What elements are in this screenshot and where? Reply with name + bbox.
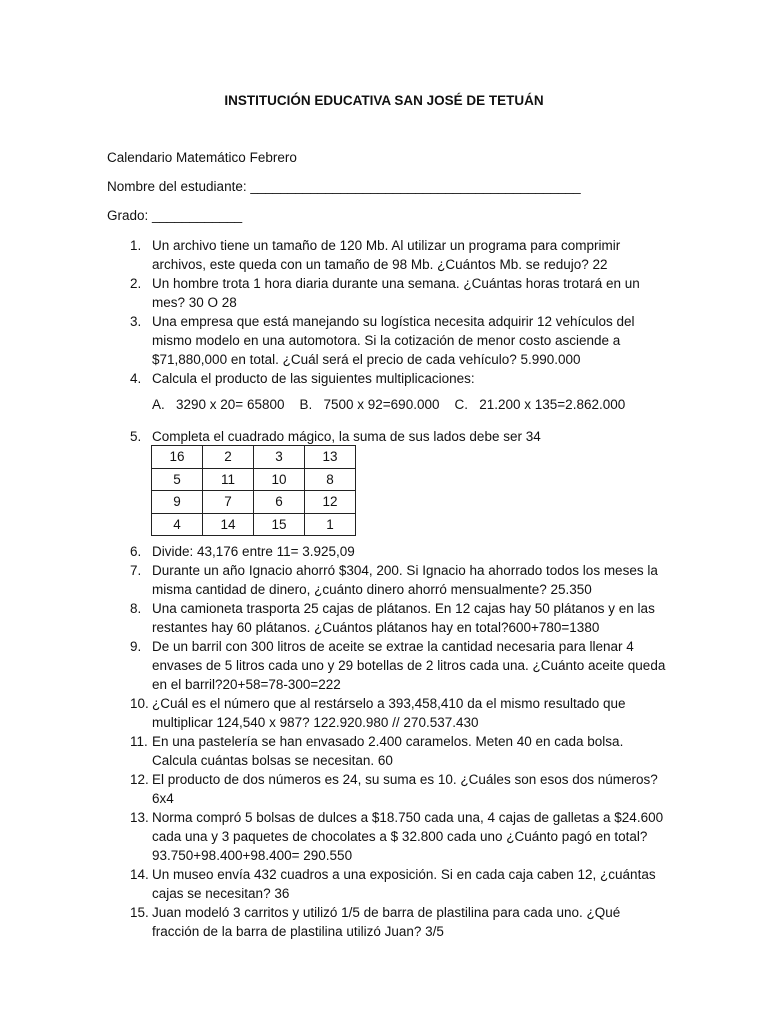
- magic-square-cell: 1: [305, 513, 356, 536]
- magic-square-cell: 13: [305, 446, 356, 469]
- problem-6: [130, 542, 670, 561]
- problem-text: Divide: 43,176 entre 11= 3.925,09: [152, 544, 355, 559]
- problem-number: 11.: [130, 734, 148, 749]
- magic-square-row: [152, 446, 356, 469]
- magic-square-cell: 4: [152, 513, 203, 536]
- magic-square-row: [152, 513, 356, 536]
- problem-13: [130, 808, 670, 865]
- problem-text: Un hombre trota 1 hora diaria durante una semana. ¿Cuántas horas trotará en un mes? 30 O 28: [152, 276, 640, 310]
- problem-number: 5.: [130, 429, 142, 444]
- problem-text: Una camioneta trasporta 25 cajas de plátanos. En 12 cajas hay 50 plátanos y en las restantes hay 60 plátanos. ¿Cuántos plátanos hay en total?600+780=1380: [152, 601, 655, 635]
- problem-number: 7.: [130, 563, 142, 578]
- problem-14: [130, 865, 670, 903]
- problem-text: El producto de dos números es 24, su suma es 10. ¿Cuáles son esos dos números? 6x4: [152, 772, 658, 806]
- magic-square-cell: 7: [203, 491, 254, 514]
- problem-text: Juan modeló 3 carritos y utilizó 1/5 de barra de plastilina para cada uno. ¿Qué fracción de la barra de plastilina utilizó Juan? 3/5: [152, 905, 621, 939]
- magic-square-cell: 16: [152, 446, 203, 469]
- problem-text: Un museo envía 432 cuadros a una exposición. Si en cada caja caben 12, ¿cuántas cajas se necesitan? 36: [152, 867, 656, 901]
- problem-10: [130, 694, 670, 732]
- problem-8: [130, 599, 670, 637]
- magic-square-cell: 2: [203, 446, 254, 469]
- problem-text: Una empresa que está manejando su logística necesita adquirir 12 vehículos del mismo modelo en una automotora. Si la cotización de menor costo asciende a $71,880,000 en total. ¿Cuál será el precio de cada vehículo? 5.990.000: [152, 314, 635, 367]
- magic-square-table: [151, 445, 356, 536]
- magic-square-row: [152, 468, 356, 491]
- grade-line: Grado: ____________: [107, 208, 243, 223]
- magic-square-cell: 10: [254, 468, 305, 491]
- problem-text: ¿Cuál es el número que al restárselo a 393,458,410 da el mismo resultado que multiplicar 124,540 x 987? 122.920.980 // 270.537.430: [152, 696, 626, 730]
- problem-number: 6.: [130, 544, 142, 559]
- problem-number: 1.: [130, 238, 142, 253]
- magic-square-cell: 9: [152, 491, 203, 514]
- problem-number: 13.: [130, 810, 149, 825]
- magic-square-cell: 6: [254, 491, 305, 514]
- problem-5: [130, 427, 670, 446]
- problem-text: En una pastelería se han envasado 2.400 caramelos. Meten 40 en cada bolsa. Calcula cuántas bolsas se necesitan. 60: [152, 734, 624, 768]
- problem-number: 8.: [130, 601, 142, 616]
- problem-list-2: [130, 427, 670, 446]
- problem-number: 10.: [130, 696, 149, 711]
- problem-number: 9.: [130, 639, 142, 654]
- problem-4: [130, 369, 670, 388]
- problem-number: 3.: [130, 314, 142, 329]
- problem-text: De un barril con 300 litros de aceite se extrae la cantidad necesaria para llenar 4 envases de 5 litros cada uno y 29 botellas de 2 litros cada una. ¿Cuánto aceite queda en el barril?20+58=78-300=222: [152, 639, 666, 692]
- problem-number: 4.: [130, 371, 142, 386]
- problem-number: 2.: [130, 276, 142, 291]
- magic-square-cell: 12: [305, 491, 356, 514]
- magic-square-cell: 15: [254, 513, 305, 536]
- problem-9: [130, 637, 670, 694]
- magic-square-cell: 11: [203, 468, 254, 491]
- problem-1: [130, 236, 670, 274]
- problem-12: [130, 770, 670, 808]
- page-title: INSTITUCIÓN EDUCATIVA SAN JOSÉ DE TETUÁN: [224, 93, 544, 108]
- problem-7: [130, 561, 670, 599]
- multiplication-options: A. 3290 x 20= 65800 B. 7500 x 92=690.000 C. 21.200 x 135=2.862.000: [152, 397, 626, 412]
- magic-square-cell: 8: [305, 468, 356, 491]
- problem-15: [130, 903, 670, 941]
- problem-list: [130, 236, 670, 388]
- problem-number: 12.: [130, 772, 149, 787]
- problem-11: [130, 732, 670, 770]
- problem-text: Norma compró 5 bolsas de dulces a $18.750 cada una, 4 cajas de galletas a $24.600 cada una y 3 paquetes de chocolates a $ 32.800 cada uno ¿Cuánto pagó en total? 93.750+98.400+98.400= 290.550: [152, 810, 664, 863]
- magic-square-cell: 3: [254, 446, 305, 469]
- magic-square-cell: 5: [152, 468, 203, 491]
- problem-number: 15.: [130, 905, 149, 920]
- problem-text: Completa el cuadrado mágico, la suma de sus lados debe ser 34: [152, 429, 541, 444]
- student-name-line: Nombre del estudiante: ____________________________________________: [107, 179, 581, 194]
- problem-text: Durante un año Ignacio ahorró $304, 200. Si Ignacio ha ahorrado todos los meses la misma cantidad de dinero, ¿cuánto dinero ahorró mensualmente? 25.350: [152, 563, 658, 597]
- problem-text: Calcula el producto de las siguientes multiplicaciones:: [152, 371, 475, 386]
- problem-text: Un archivo tiene un tamaño de 120 Mb. Al utilizar un programa para comprimir archivos, este queda con un tamaño de 98 Mb. ¿Cuántos Mb. se redujo? 22: [152, 238, 621, 272]
- worksheet-subtitle: Calendario Matemático Febrero: [107, 150, 297, 165]
- problem-number: 14.: [130, 867, 149, 882]
- problem-3: [130, 312, 670, 369]
- magic-square-cell: 14: [203, 513, 254, 536]
- problem-2: [130, 274, 670, 312]
- magic-square-row: [152, 491, 356, 514]
- problem-list-3: [130, 542, 670, 941]
